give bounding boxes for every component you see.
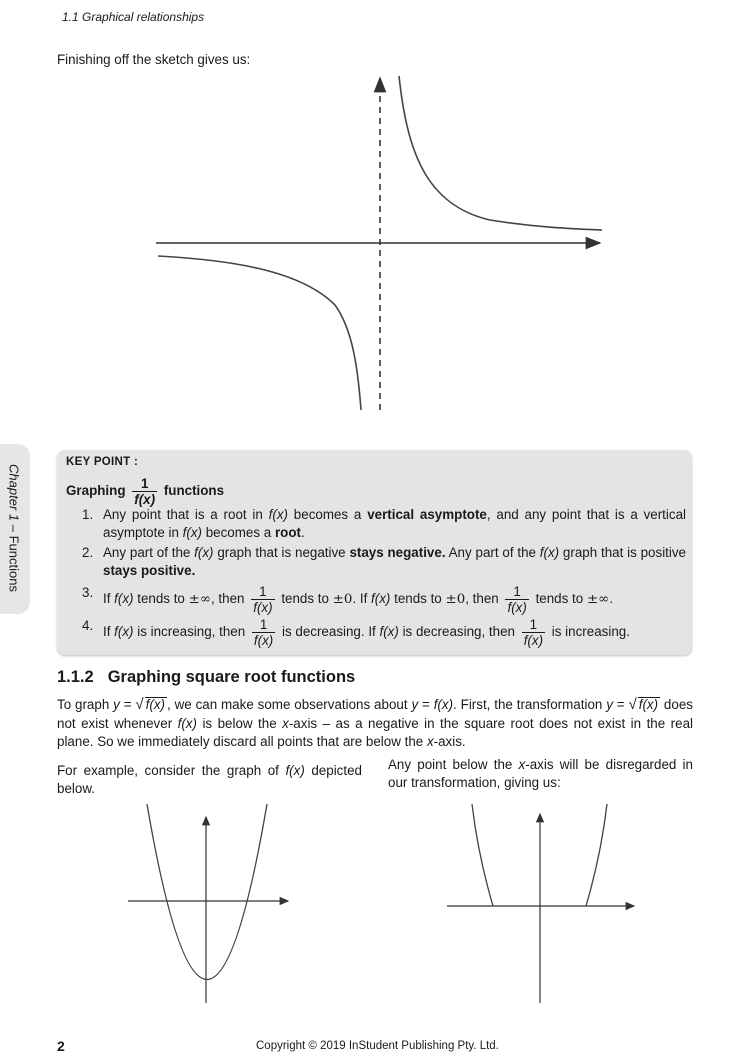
intro-text: Finishing off the sketch gives us: xyxy=(57,52,251,67)
chapter-tab-label: Chapter 1 – Functions xyxy=(6,464,22,592)
left-column-text: For example, consider the graph of f(x) depicted below. xyxy=(57,763,362,796)
right-branch xyxy=(586,804,607,906)
right-column-text: Any point below the x-axis will be disregarded in our transformation, giving us: xyxy=(388,757,693,790)
left-branch xyxy=(472,804,493,906)
parabola-graph xyxy=(125,800,295,1005)
section-title: 1.1.2 Graphing square root functions xyxy=(57,668,356,686)
list-item: 4. If f(x) is increasing, then $\frac{1}{f(x)}$ is decreasing. If f(x) is decreasing, then $\frac{1}{f(x)}$ is increasing. xyxy=(82,617,630,648)
upper-branch xyxy=(399,76,602,230)
reciprocal-graph xyxy=(150,70,610,415)
copyright-text: Copyright © 2019 InStudent Publishing Pty. Ltd. xyxy=(256,1040,499,1052)
key-point-heading: Graphing $\frac{1}{f(x)}$ functions xyxy=(66,476,225,507)
page-number: 2 xyxy=(57,1038,65,1054)
running-head: 1.1 Graphical relationships xyxy=(62,10,205,24)
list-item: 2. Any part of the f(x) graph that is negative stays negative. Any part of the f(x) graph that is positive stays positive. xyxy=(82,545,687,578)
section-paragraph: To graph y = √ f(x) , we can make some observations about y = f(x). First, the transformation y = √ f(x) does not exist whenever f(x) is below the x-axis – as a negative in the square root does not exist in the real plane. So we immediately discard all points that are below the x-axis. xyxy=(57,696,693,749)
list-item: 3. If f(x) tends to ±∞, then $\frac{1}{f(x)}$ tends to ±0. If f(x) tends to ±0, then $\frac{1}{f(x)}$ tends to ±∞. xyxy=(82,584,614,615)
key-point-title: KEY POINT : xyxy=(66,456,139,468)
list-item: 1. Any point that is a root in f(x) becomes a vertical asymptote, and any point that is a vertical asymptote in f(x) becomes a root. xyxy=(82,507,686,540)
truncated-graph xyxy=(445,800,640,1005)
parabola-curve xyxy=(147,804,267,980)
lower-branch xyxy=(158,256,361,410)
key-point-list xyxy=(82,506,686,650)
